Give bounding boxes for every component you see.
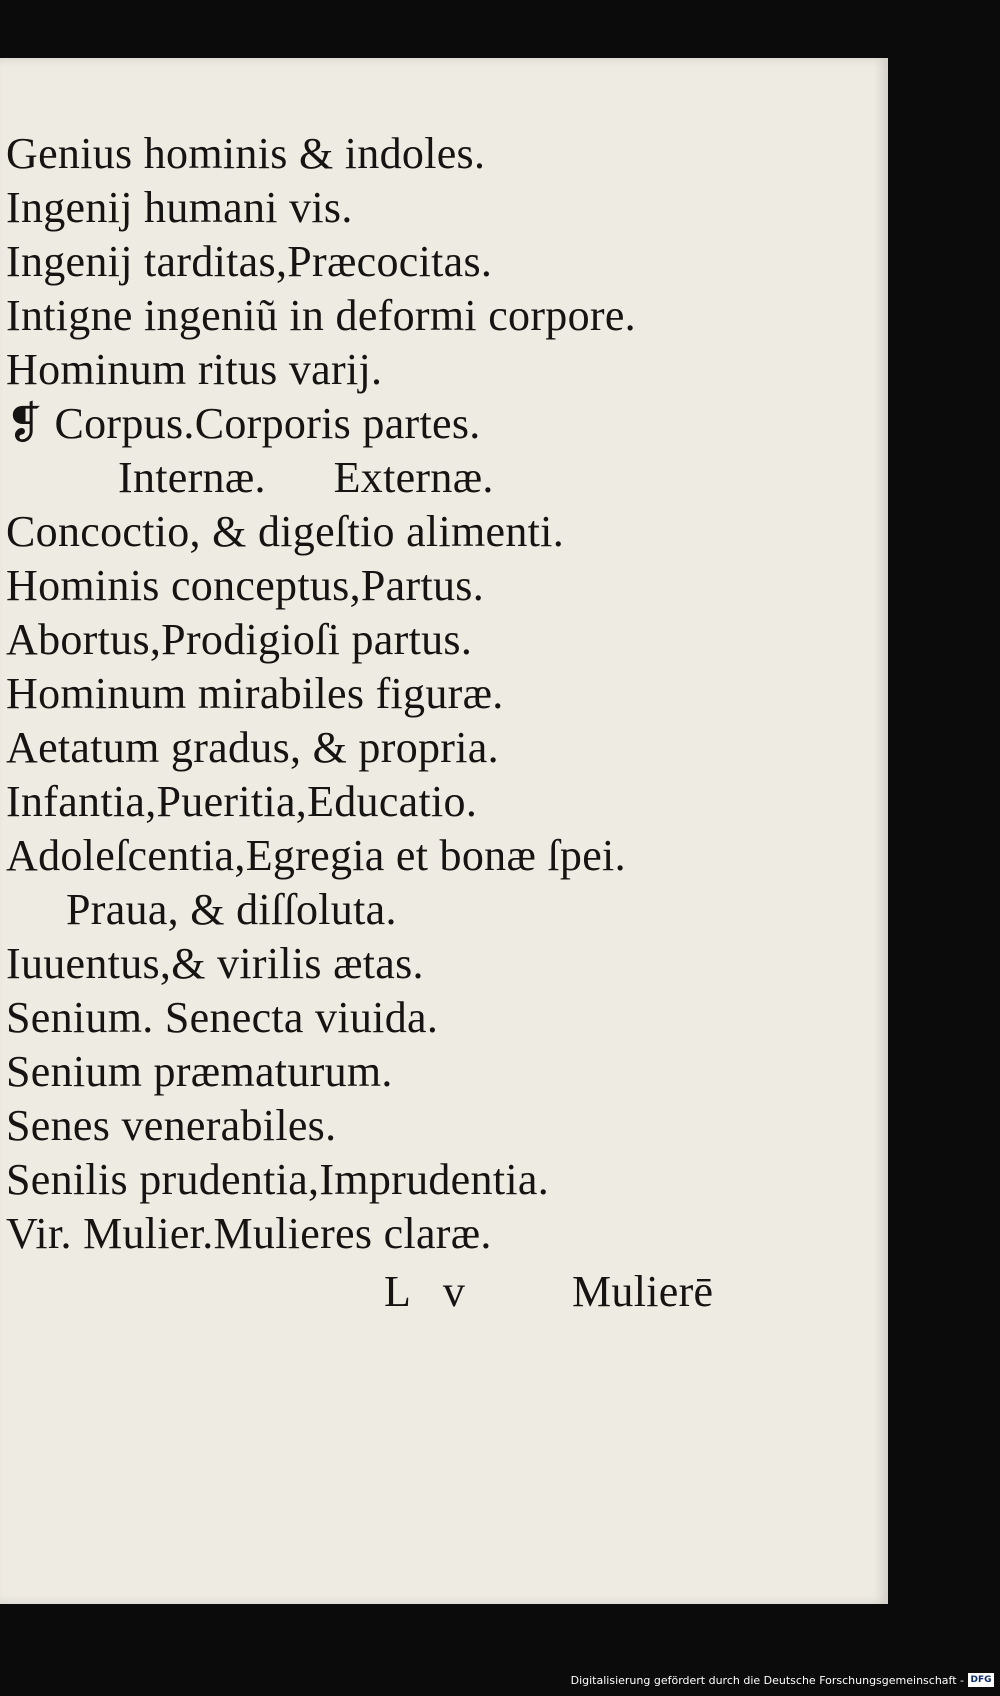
index-entry-3: Ingenij tarditas,Præcocitas.	[6, 237, 493, 286]
index-entry-13: Infantia,Pueritia,Educatio.	[6, 777, 478, 826]
index-entry-1: Genius hominis & indoles.	[6, 129, 486, 178]
index-entry-9: Hominis conceptus,Partus.	[6, 561, 485, 610]
index-entry-11: Hominum mirabiles figuræ.	[6, 669, 504, 718]
catchword: Mulierē	[572, 1267, 714, 1316]
index-entry-7: Internæ. Externæ.	[118, 453, 494, 502]
index-entry-5: Hominum ritus varij.	[6, 345, 383, 394]
index-entry-21: Vir. Mulier.Mulieres claræ.	[6, 1209, 492, 1258]
index-entry-18: Senium præmaturum.	[6, 1047, 393, 1096]
index-entry-20: Senilis prudentia,Imprudentia.	[6, 1155, 549, 1204]
footer-bar	[0, 1666, 1000, 1696]
index-entry-16: Iuuentus,& virilis ætas.	[6, 939, 424, 988]
index-entry-14: Adoleſcentia,Egregia et bonæ ſpei.	[6, 831, 626, 880]
index-entry-15: Praua, & diſſoluta.	[66, 885, 397, 934]
index-entry-10: Abortus,Prodigioſi partus.	[6, 615, 473, 664]
index-entry-17: Senium. Senecta viuida.	[6, 993, 439, 1042]
index-entry-2: Ingenij humani vis.	[6, 183, 353, 232]
index-entry-12: Aetatum gradus, & propria.	[6, 723, 499, 772]
index-entry-8: Concoctio, & digeſtio alimenti.	[6, 507, 564, 556]
index-entry-6: ❡ Corpus.Corporis partes.	[6, 399, 481, 448]
dfg-logo-icon: DFG	[968, 1673, 994, 1687]
signature-mark: L v	[384, 1267, 466, 1316]
index-entry-4: Intigne ingeniũ in deformi corpore.	[6, 291, 636, 340]
index-entry-19: Senes venerabiles.	[6, 1101, 337, 1150]
book-page	[0, 58, 888, 1604]
funding-credit: Digitalisierung gefördert durch die Deutsche Forschungsgemeinschaft -	[570, 1674, 964, 1687]
